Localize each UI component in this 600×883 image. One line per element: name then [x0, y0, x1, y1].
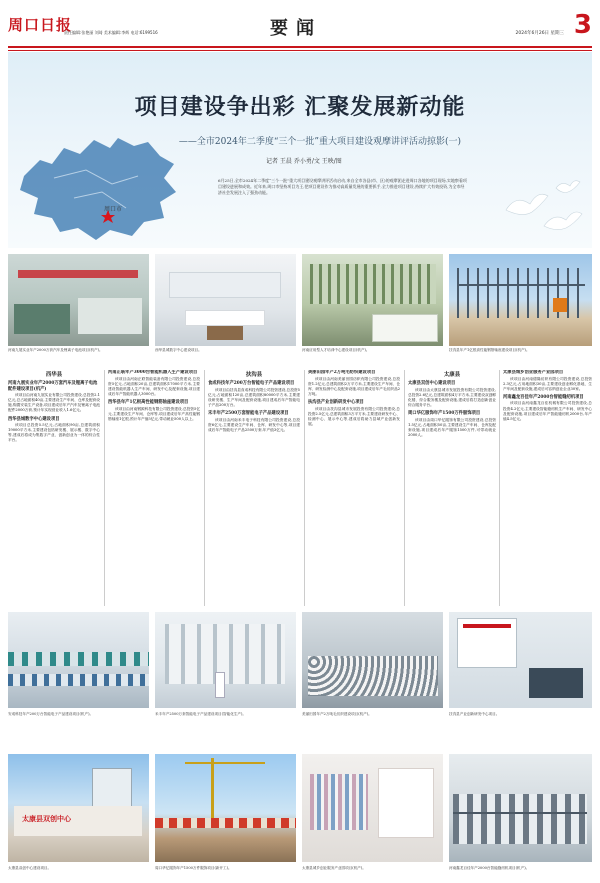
- photo-apparel-showroom: [302, 754, 443, 862]
- project-body: 该项目由河南德隆纺织有限公司投资建设,总投资2.3亿元,占用地面积30亩,主要建设创业孵化基地、生产车间及配套设施,建成后可容纳创业企业30家。: [503, 376, 592, 391]
- project-title: 美丽田园年产2万吨毛纺织建设项目: [308, 370, 376, 375]
- project-title: 食成科技年产200万台智能电子产品建设项目: [208, 381, 295, 386]
- article-column-2: [108, 370, 200, 608]
- photo-construction-site: [155, 754, 296, 862]
- byline: 记者 王晨 乔小勇/文 王映/图: [266, 158, 342, 165]
- staff-line: 责任编辑:张艳丽 刘琦 美术编辑:李辉 电话:6199516: [64, 30, 158, 35]
- photo-caption: 禾丰年产2500万套智能电子产品建设项目(智能化生产)。: [155, 712, 247, 716]
- headline: 项目建设争出彩 汇聚发展新动能: [134, 94, 466, 120]
- photo-caption: 扶沟县产业创新研发中心项目。: [449, 712, 500, 716]
- article-column-6: [503, 370, 592, 608]
- column-divider: [499, 370, 500, 606]
- project-title: 扶沟县产业创新研发中心项目: [308, 399, 364, 405]
- photo-rd-center-exhibit: [449, 612, 592, 708]
- map-city-label: 周口市: [104, 206, 123, 213]
- project-body: 该项目由河南鑫龙百佳机械有限公司投资建设,总投资4.2亿元,主要建设智能缝纫机生产车间、研发中心及配套设施,项目建成后年产智能缝纫机2000台,年产值4.5亿元。: [503, 401, 592, 421]
- building-sign-text: 太康县双创中心: [22, 814, 71, 823]
- subheadline: ——全市2024年二季度“三个一批”重大项目建设观摩讲评活动掠影(一): [178, 137, 462, 147]
- column-divider: [104, 370, 105, 606]
- photo-caption: 河南鑫龙百佳年产2000台智能缝纫机项目(机产)。: [449, 866, 530, 870]
- newspaper-logo: 周口日报: [8, 16, 73, 34]
- project-title: 河南九展实业年产2000万套汽车及锂离子电池配件建设项目(机产): [8, 381, 98, 392]
- project-body: 该项目由扶沟县城市发展投资有限公司投资建设,总投资2.5亿元,总建筑面积3万平方米,主要建设研发中心、检测中心、展示中心等,建成后将助力县域产业创新发展。: [308, 406, 400, 426]
- photo-caption: 周口华亿服饰年产1500万件服饰项目(新开工)。: [155, 866, 232, 870]
- page-number: 3: [573, 10, 592, 40]
- article-column-1: [8, 370, 100, 608]
- project-title: 太康县城乡创业服务产业园项目: [503, 370, 564, 375]
- section-title: 要闻: [270, 18, 322, 39]
- photo-electronics-workshop: [8, 612, 149, 708]
- photo-caption: 太康县城乡创业服务产业园项目(机产)。: [302, 866, 366, 870]
- project-body: 该项目总投资5.5亿元,占地面积90亩,总建筑面积19000平方米,主要建设包括研发楼、展示楼、数字中心等,建成后将成为集数字产业、创新创业为一体的综合性平台。: [8, 423, 100, 443]
- project-title: 河南鑫龙百佳年产2000台智能缝纫机项目: [503, 394, 584, 400]
- photo-steel-construction: [449, 254, 592, 346]
- project-title: 禾丰年产2500万套智能电子产品建设项目: [208, 410, 289, 416]
- photo-caption: 安成科技年产200万台智能电子产品建设项目(机产)。: [8, 712, 94, 716]
- masthead-rule: [8, 50, 592, 51]
- photo-data-center: [155, 254, 296, 346]
- article-column-5: [408, 370, 496, 608]
- project-body: 该项目由河南美丽田园纺织有限公司投资建设,总投资1.2亿元,总建筑面积2万平方米,主要建设生产车间、仓库、研发检测中心及配套设施,项目建成后年产毛纺织品2万吨。: [308, 376, 400, 396]
- project-body: 该项目由河南九展实业有限公司投资建设,总投资2.1亿元,总占地面积40亩,主要建设生产车间、仓库及配套设施,购置安装生产设备,项目建成后年产汽车及锂离子电池配件2000万套,预计年实现营业收入1.6亿元。: [8, 393, 100, 413]
- article-column-4: [308, 370, 400, 608]
- photo-innovation-center-building: [8, 754, 149, 862]
- masthead: [8, 8, 592, 48]
- project-body: 该项目由周口华亿服饰有限公司投资建设,总投资1.5亿元,占地面积50亩,主要建设生产车间、仓库及配套设施,项目建成后年产服饰1500万件,可带动就业2000人。: [408, 417, 496, 437]
- photo-sewing-machine-line: [449, 754, 592, 862]
- project-title: 西华县城数字中心建设项目: [8, 416, 60, 422]
- photo-caption: 河南九展实业年产2000万套汽车及锂离子电池项目(机产)。: [8, 348, 103, 352]
- article-column-3: [208, 370, 300, 608]
- county-heading: 西华县: [45, 372, 63, 378]
- photo-training-center: [302, 254, 443, 346]
- photo-caption: 河南应用型人才培训中心建设项目(机产)。: [302, 348, 370, 352]
- project-title: 河南正联年产3000台智能机器人生产建设项目: [108, 370, 198, 375]
- project-body: 该项目由河南钢源科技有限公司投资建设,总投资5亿元,主要建设生产车间、仓库等,项目建成后年产高性能钢筋轴座1亿根,预计年产值5亿元,带动就业500人以上。: [108, 406, 200, 421]
- column-divider: [404, 370, 405, 606]
- issue-date: 2024年6月26日 星期三: [515, 31, 564, 36]
- photo-factory-production-line: [8, 254, 149, 346]
- project-title: 周口华亿服饰年产1500万件服饰项目: [408, 410, 481, 416]
- photo-caption: 西华县城数字中心建设项目。: [155, 348, 202, 352]
- project-body: 该项目由扶沟县食成科技有限公司投资建设,总投资5亿元,占地面积120亩,总建筑面积80000平方米,主要建设研发楼、生产车间及配套设施,项目建成后年产智能电子产品200万台。: [208, 387, 300, 407]
- lead-paragraph: 6月25日,全市2024年二季度“三个一批”重大项目建设观摩讲评活动启动,来自全市各县(市、区)的观摩团走进周口各地的项目现场,实地察看项目建设进展和成效。近年来,周口市坚持项目为王,把项目建设作为推动高质量发展的重要抓手,全力推进项目建设,持续扩大有效投资,为全市经济社会发展注入了强劲动能。: [218, 178, 467, 195]
- hero-banner: [8, 52, 592, 248]
- photo-caption: 扶沟县年产1亿根高性能钢筋轴座建设项目(机产)。: [449, 348, 530, 352]
- photo-textile-spools: [302, 612, 443, 708]
- project-title: 太康县双创中心建设项目: [408, 381, 456, 386]
- photo-caption: 太康县双创中心建设项目。: [8, 866, 52, 870]
- project-title: 西华县年产1亿根高性能钢筋轴座建设项目: [108, 399, 189, 405]
- county-heading: 扶沟县: [245, 372, 263, 378]
- column-divider: [304, 370, 305, 606]
- project-body: 该项目由太康县城市发展投资有限公司投资建设,总投资2.6亿元,总建筑面积4万平方米,主要建设双创孵化楼、综合服务楼及配套设施,建成后将打造创新创业综合服务平台。: [408, 387, 496, 407]
- project-body: 该项目由河南禾丰电子科技有限公司投资建设,总投资6亿元,主要建设生产车间、仓库、研发中心等,项目建成后年产智能电子产品2500万套,年产值3亿元。: [208, 417, 300, 432]
- doves-illustration: [486, 170, 586, 240]
- column-divider: [204, 370, 205, 606]
- photo-cleanroom: [155, 612, 296, 708]
- county-heading: 太康县: [443, 372, 461, 378]
- photo-caption: 美丽田园年产2万吨毛纺织建设项目(机产)。: [302, 712, 372, 716]
- project-body: 该项目由河南正联智能装备有限公司投资建设,总投资5亿元,占地面积20亩,总建筑面积17000平方米,主要建设智能机器人生产车间、研发中心及配套设施,项目建成后年产智能机器人3000台。: [108, 376, 200, 396]
